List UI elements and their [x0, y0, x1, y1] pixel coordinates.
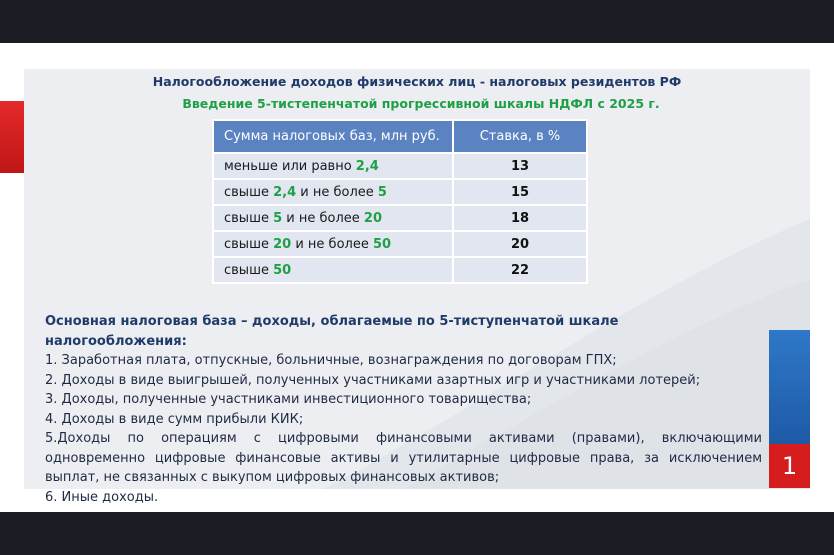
- header-tax-base: Сумма налоговых баз, млн руб.: [213, 120, 453, 153]
- tax-base-cell: свыше 5 и не более 20: [213, 205, 453, 231]
- slide-subtitle: Введение 5-тистепенчатой прогрессивной шкалы НДФЛ с 2025 г.: [182, 96, 660, 111]
- header-rate: Ставка, в %: [453, 120, 587, 153]
- rate-cell: 13: [453, 153, 587, 179]
- rate-cell: 22: [453, 257, 587, 283]
- rate-cell: 20: [453, 231, 587, 257]
- tax-rate-table: [212, 119, 588, 284]
- tax-base-cell: свыше 20 и не более 50: [213, 231, 453, 257]
- list-item: 1. Заработная плата, отпускные, больничные, вознаграждения по договорам ГПХ;: [45, 353, 617, 368]
- tax-base-cell: свыше 2,4 и не более 5: [213, 179, 453, 205]
- tax-base-heading: Основная налоговая база – доходы, облагаемые по 5-тиступенчатой шкале налогообложения:: [45, 314, 619, 349]
- flag-blue-stripe: [769, 330, 810, 444]
- table-row: [213, 231, 587, 257]
- table-row: [213, 257, 587, 283]
- rate-cell: 15: [453, 179, 587, 205]
- list-item: 4. Доходы в виде сумм прибыли КИК;: [45, 411, 304, 427]
- slide: [0, 43, 834, 512]
- left-accent-bar: [0, 101, 24, 173]
- list-item: 3. Доходы, полученные участниками инвестиционного товарищества;: [45, 392, 532, 407]
- rate-cell: 18: [453, 205, 587, 231]
- tax-base-cell: свыше 50: [213, 257, 453, 283]
- list-item: 2. Доходы в виде выигрышей, полученных участниками азартных игр и участниками лотерей;: [45, 372, 701, 388]
- slide-number-flag: [769, 330, 810, 488]
- slide-title: Налогообложение доходов физических лиц - налоговых резидентов РФ: [152, 74, 682, 89]
- tax-base-list: [45, 312, 762, 507]
- list-item: 6. Иные доходы.: [45, 489, 159, 505]
- table-row: [213, 205, 587, 231]
- table-header-row: [213, 120, 587, 153]
- slide-number: 1: [769, 444, 810, 488]
- table-row: [213, 153, 587, 179]
- list-item: 5.Доходы по операциям с цифровыми финансовыми активами (правами), включающими одновременно цифровые финансовые активы и утилитарные цифровые права, за исключением выплат, не связанных с выкупом цифровых финансовых активов;: [45, 431, 762, 485]
- tax-base-cell: меньше или равно 2,4: [213, 153, 453, 179]
- table-row: [213, 179, 587, 205]
